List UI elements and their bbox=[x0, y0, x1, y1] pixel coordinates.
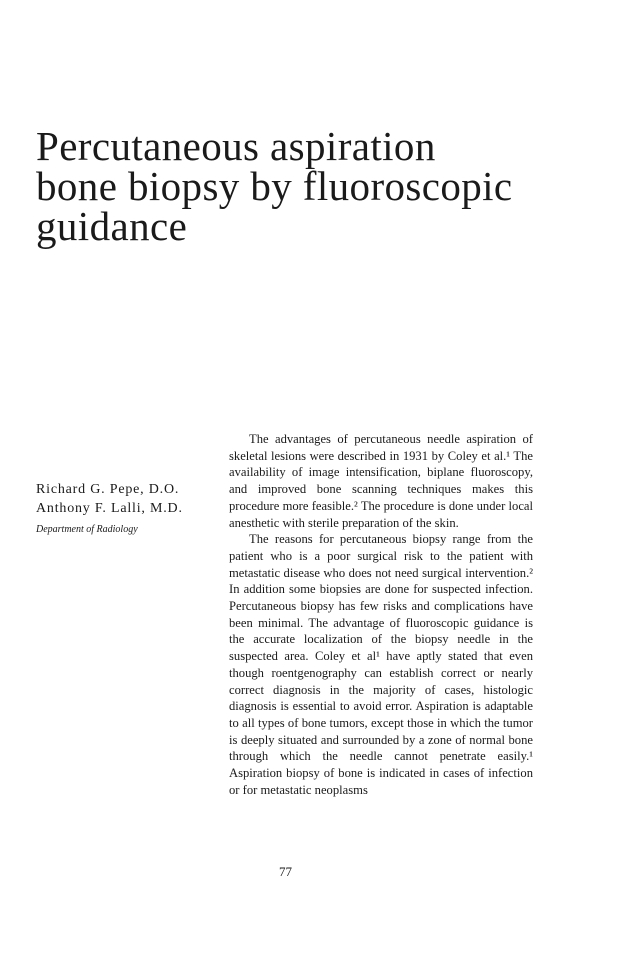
title-line: guidance bbox=[36, 203, 188, 249]
body-paragraph: The advantages of percutaneous needle aspiration of skeletal lesions were described in 1931 by Coley et al.¹ The availability of image intensification, biplane fluoroscopy, and improved bone scanning techniques makes this procedure more feasible.² The procedure is done under local anesthetic with sterile preparation of the skin. bbox=[229, 432, 533, 530]
article-title bbox=[36, 123, 596, 249]
body-paragraph: The reasons for percutaneous biopsy range from the patient who is a poor surgical risk to the patient with metastatic disease who does not need surgical intervention.² In addition some biopsies are done for suspected infection. Percutaneous biopsy has few risks and complications have been minimal. The advantage of fluoroscopic guidance is the accurate localization of the biopsy needle in the suspected area. Coley et al¹ have aptly stated that even though roentgenography can establish correct or nearly correct diagnosis in the majority of cases, histologic diagnosis is essential to avoid error. Aspiration is adaptable to all types of bone tumors, except those in which the tumor is deeply situated and surrounded by a zone of normal bone through which the needle cannot penetrate easily.¹ Aspiration biopsy of bone is indicated in cases of infection or for metastatic neoplasms bbox=[229, 532, 533, 797]
body-text-column bbox=[229, 431, 533, 798]
author-block bbox=[36, 481, 226, 540]
department-affiliation: Department of Radiology bbox=[36, 524, 138, 535]
title-line: bone biopsy by fluoroscopic bbox=[36, 163, 513, 209]
author-name: Richard G. Pepe, D.O. bbox=[36, 482, 180, 497]
author-name: Anthony F. Lalli, M.D. bbox=[36, 500, 183, 516]
page-number: 77 bbox=[279, 864, 292, 879]
title-line: Percutaneous aspiration bbox=[36, 123, 436, 169]
